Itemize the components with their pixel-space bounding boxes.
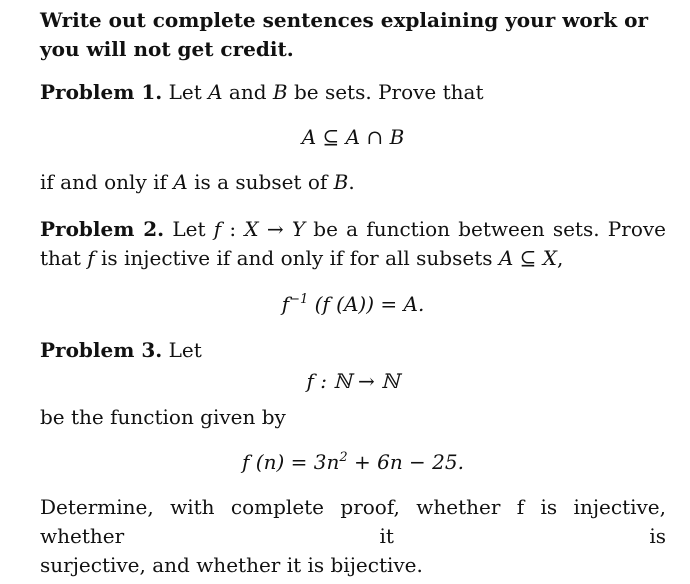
problem-3-statement: Problem 3. Let — [40, 338, 202, 362]
instructions-line-1: Write out complete sentences explaining your work or — [40, 8, 648, 32]
problem-1-statement: Problem 1. Let A and B be sets. Prove that — [40, 80, 484, 104]
problem-2-statement: Problem 2. Let f : X → Y be a function between sets. Prove that f is injective if and only if for all subsets A ⊆ X, — [40, 217, 667, 270]
problem-3-display-equation: f $(n) = 3n^2 + 6n - 25$. — [242, 450, 464, 474]
instructions-line-2: you will not get credit. — [40, 37, 294, 61]
document-page — [40, 0, 666, 584]
problem-3-conclusion — [40, 493, 666, 580]
problem-2-label: Problem 2. — [40, 217, 165, 241]
problem-1-label: Problem 1. — [40, 80, 163, 104]
problem-3-label: Problem 3. — [40, 338, 163, 362]
conclusion-line-2: surjective, and whether it is bijective. — [40, 553, 423, 577]
problem-3-display-function: f : ℕ → ℕ — [306, 369, 400, 393]
problem-3-continuation: be the function given by — [40, 405, 286, 429]
instructions — [40, 6, 666, 64]
problem-1-display-equation: A ⊆ A ∩ B — [301, 125, 405, 149]
problem-2-display-equation: $f^{-1}$ (f (A)) = A. — [281, 292, 425, 316]
problem-1-continuation: if and only if A is a subset of B. — [40, 170, 355, 194]
conclusion-line-1: Determine, with complete proof, whether f is injective, whether it is — [40, 495, 666, 548]
